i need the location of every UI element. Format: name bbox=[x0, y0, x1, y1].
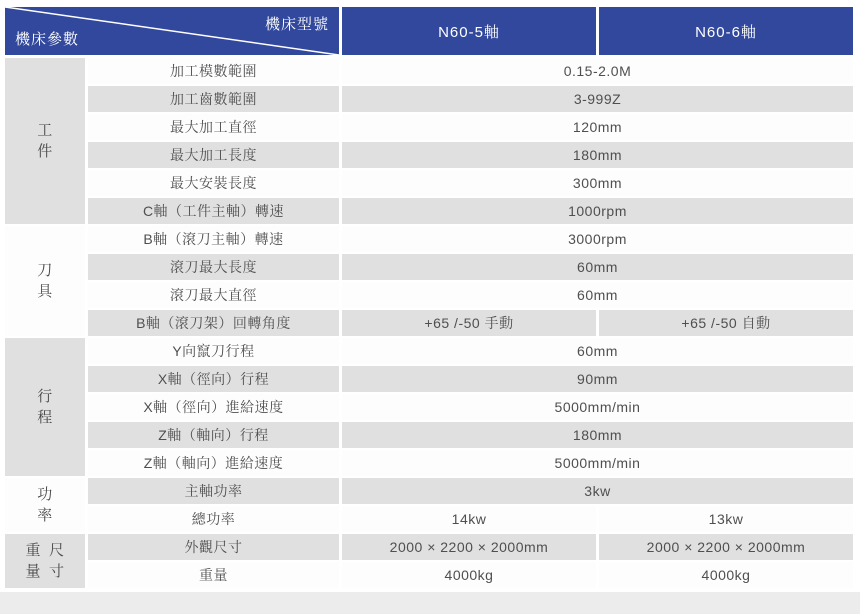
group-cell-0 bbox=[5, 58, 85, 224]
param-value-cell-merged: 0.15-2.0M bbox=[342, 58, 853, 84]
corner-label-parameter: 機床參數 bbox=[15, 31, 80, 48]
group-label-char: 尺 bbox=[49, 542, 65, 559]
param-value-cell-merged: 90mm bbox=[342, 366, 853, 392]
param-value-cell: +65 /-50 手動 bbox=[342, 310, 596, 336]
param-label-cell: 重量 bbox=[88, 562, 339, 588]
group-label-column bbox=[37, 484, 53, 526]
model-header-n60-6: N60-6軸 bbox=[599, 7, 853, 55]
param-value-cell-merged: 3-999Z bbox=[342, 86, 853, 112]
param-value-cell-merged: 120mm bbox=[342, 114, 853, 140]
param-label-cell: 最大加工長度 bbox=[88, 142, 339, 168]
param-value-cell-merged: 1000rpm bbox=[342, 198, 853, 224]
param-label-cell: 主軸功率 bbox=[88, 478, 339, 504]
param-label-cell: C軸（工件主軸）轉速 bbox=[88, 198, 339, 224]
group-label-char: 件 bbox=[37, 143, 53, 160]
corner-label-model: 機床型號 bbox=[264, 16, 329, 33]
corner-header-cell bbox=[5, 7, 339, 55]
group-label-char: 行 bbox=[37, 388, 53, 405]
param-value-cell-merged: 3000rpm bbox=[342, 226, 853, 252]
param-value-cell-merged: 180mm bbox=[342, 142, 853, 168]
param-label-cell: X軸（徑向）進給速度 bbox=[88, 394, 339, 420]
param-value-cell: +65 /-50 自動 bbox=[599, 310, 853, 336]
group-label-column bbox=[49, 540, 65, 582]
page-footer-strip bbox=[0, 592, 860, 614]
param-label-cell: 滾刀最大長度 bbox=[88, 254, 339, 280]
model-header-n60-5: N60-5軸 bbox=[342, 7, 596, 55]
param-value-cell-merged: 5000mm/min bbox=[342, 394, 853, 420]
param-value-cell-merged: 60mm bbox=[342, 282, 853, 308]
group-label-char: 率 bbox=[37, 507, 53, 524]
param-label-cell: 滾刀最大直徑 bbox=[88, 282, 339, 308]
group-label-char: 刀 bbox=[37, 262, 53, 279]
param-label-cell: B軸（滾刀架）回轉角度 bbox=[88, 310, 339, 336]
param-label-cell: 加工模數範圍 bbox=[88, 58, 339, 84]
group-cell-1 bbox=[5, 226, 85, 336]
group-label-column bbox=[37, 120, 53, 162]
param-value-cell-merged: 300mm bbox=[342, 170, 853, 196]
param-value-cell-merged: 60mm bbox=[342, 338, 853, 364]
group-label-char: 寸 bbox=[49, 563, 65, 580]
group-cell-4 bbox=[5, 534, 85, 588]
param-label-cell: Z軸（軸向）進給速度 bbox=[88, 450, 339, 476]
group-label-char: 工 bbox=[37, 122, 53, 139]
param-label-cell: 加工齒數範圍 bbox=[88, 86, 339, 112]
param-value-cell: 2000 × 2200 × 2000mm bbox=[599, 534, 853, 560]
param-value-cell-merged: 60mm bbox=[342, 254, 853, 280]
param-label-cell: 總功率 bbox=[88, 506, 339, 532]
param-value-cell-merged: 3kw bbox=[342, 478, 853, 504]
param-label-cell: 最大加工直徑 bbox=[88, 114, 339, 140]
param-value-cell: 4000kg bbox=[599, 562, 853, 588]
group-label-char: 重 bbox=[25, 542, 41, 559]
param-label-cell: B軸（滾刀主軸）轉速 bbox=[88, 226, 339, 252]
group-label-column bbox=[37, 386, 53, 428]
group-label-column bbox=[37, 260, 53, 302]
group-label-char: 功 bbox=[37, 486, 53, 503]
param-value-cell: 13kw bbox=[599, 506, 853, 532]
param-value-cell-merged: 5000mm/min bbox=[342, 450, 853, 476]
group-cell-3 bbox=[5, 478, 85, 532]
param-value-cell: 14kw bbox=[342, 506, 596, 532]
group-cell-2 bbox=[5, 338, 85, 476]
group-label-column bbox=[25, 540, 41, 582]
param-value-cell: 4000kg bbox=[342, 562, 596, 588]
param-value-cell-merged: 180mm bbox=[342, 422, 853, 448]
group-label-char: 量 bbox=[25, 563, 41, 580]
spec-table bbox=[5, 7, 853, 588]
param-label-cell: Y向竄刀行程 bbox=[88, 338, 339, 364]
table-header-row bbox=[5, 7, 853, 55]
param-label-cell: X軸（徑向）行程 bbox=[88, 366, 339, 392]
param-label-cell: 外觀尺寸 bbox=[88, 534, 339, 560]
param-value-cell: 2000 × 2200 × 2000mm bbox=[342, 534, 596, 560]
group-label-char: 具 bbox=[37, 283, 53, 300]
table-body bbox=[5, 58, 853, 588]
param-label-cell: 最大安裝長度 bbox=[88, 170, 339, 196]
param-label-cell: Z軸（軸向）行程 bbox=[88, 422, 339, 448]
group-label-char: 程 bbox=[37, 409, 53, 426]
